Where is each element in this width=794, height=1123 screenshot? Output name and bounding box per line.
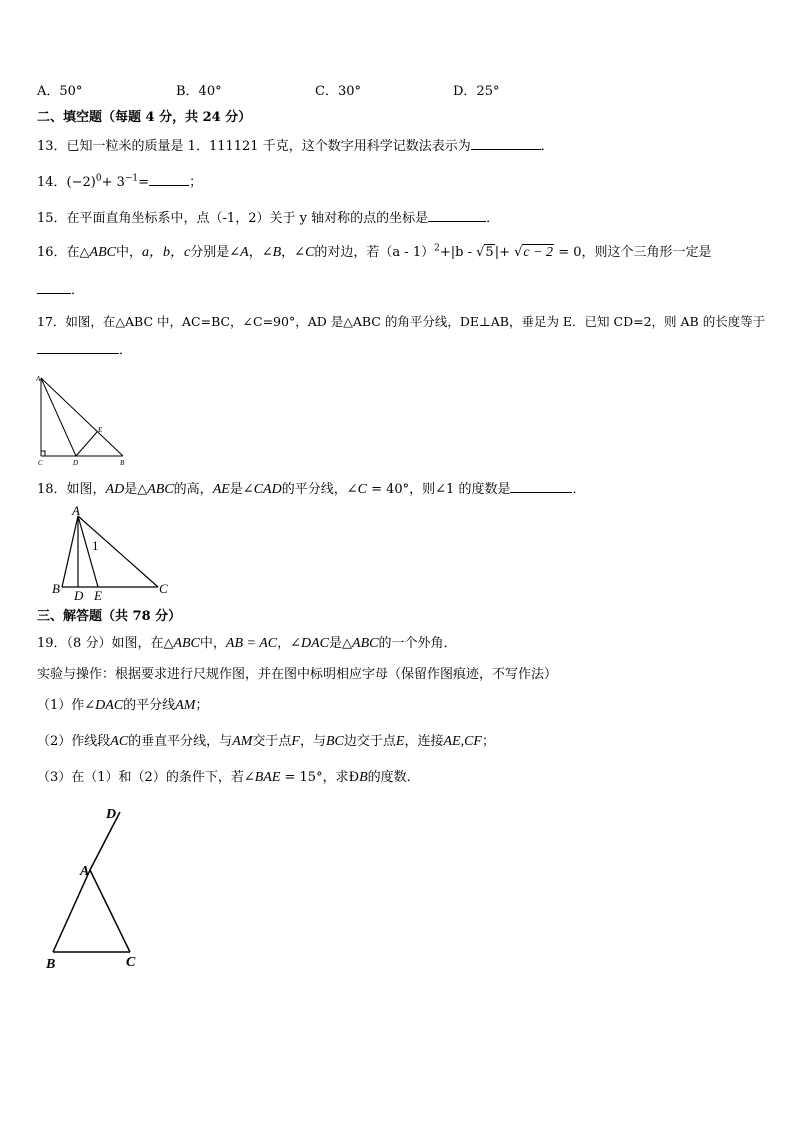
question-14 <box>37 173 202 191</box>
q19-s3-b: BAE <box>254 770 281 785</box>
q19-s2-a: （2）作线段 <box>37 734 111 749</box>
q16-sep2: ，∠ <box>281 245 306 260</box>
q18-label-e: E <box>94 588 102 603</box>
q14-plus: + 3 <box>101 175 125 190</box>
answer-blank-17[interactable] <box>37 341 119 354</box>
q18-p5: 的平分线，∠ <box>281 482 358 497</box>
q19-step-1 <box>37 698 208 714</box>
q19-s3-c: = 15°，求Ð <box>280 770 360 785</box>
q16-sep1: ，∠ <box>248 245 273 260</box>
q19-label-b: B <box>46 957 56 972</box>
q14-base: (−2) <box>66 175 96 190</box>
q16-p3: 分别是∠ <box>190 245 241 260</box>
question-18-end: ． <box>572 482 586 497</box>
q16-p1: 16．在△ <box>37 245 90 260</box>
q19-s2-l: AE,CF <box>443 734 482 749</box>
q19-s2-d: AM <box>232 734 253 749</box>
q19-p2: 中， <box>199 636 226 651</box>
q16-root5: 5 <box>485 245 494 260</box>
question-17-answer-line <box>37 341 132 359</box>
q19-side-ab <box>53 870 90 952</box>
answer-blank-15[interactable] <box>428 209 486 222</box>
q14-exp0: 0 <box>95 173 102 184</box>
q16-p4: 的对边，若（a - 1） <box>314 245 435 260</box>
q18-p2: 是△ <box>124 482 148 497</box>
q19-s2-f: F <box>291 734 300 749</box>
q19-s1-b: DAC <box>95 698 124 713</box>
q18-side-ab <box>62 516 78 587</box>
q19-s2-m: ； <box>481 734 495 749</box>
q19-p1: 19．（8 分）如图，在△ <box>37 636 174 651</box>
q19-label-d: D <box>106 807 117 822</box>
q19-s2-e: 交于点 <box>252 734 292 749</box>
q19-s3-a: （3）在（1）和（2）的条件下，若∠ <box>37 770 255 785</box>
q16-abc: ABC <box>89 245 116 260</box>
q18-label-a: A <box>72 503 80 518</box>
q14-exp1: −1 <box>124 173 139 184</box>
figure-q19-triangle <box>40 804 150 974</box>
q17-right-angle-mark <box>41 451 45 456</box>
q16-sup2: 2 <box>434 243 440 254</box>
q18-side-ac <box>78 516 158 587</box>
q18-c: C <box>357 482 367 497</box>
question-14-label: 14． <box>37 175 67 190</box>
q18-label-b: B <box>52 581 60 596</box>
q19-abc2: ABC <box>352 636 379 651</box>
question-14-end: ； <box>189 175 203 190</box>
choice-d: D．25° <box>453 84 500 99</box>
question-19 <box>37 636 456 652</box>
q19-s3-d: B <box>359 770 368 785</box>
question-13-end: ． <box>540 139 554 154</box>
q19-s2-k: ，连接 <box>404 734 444 749</box>
question-17: 17．如图，在△ABC 中，AC=BC，∠C=90°，AD 是△ABC 的角平分线，DE⊥AB，垂足为 E．已知 CD=2，则 AB 的长度等于 <box>37 314 766 329</box>
q17-segment-de <box>76 432 97 456</box>
q16-p6: |+ <box>494 245 515 260</box>
section-heading-fill-in: 二、填空题（每题 4 分，共 24 分） <box>37 110 252 125</box>
question-16: 16．在△ABC中，a，b，c分别是∠A，∠B，∠C的对边，若（a - 1）$^2$+|b - √5|+ √c − 2 = 0，则这个三角形一定是 <box>37 243 712 260</box>
q17-label-e: E <box>98 426 103 434</box>
q19-dac: DAC <box>301 636 330 651</box>
q18-ae: AE <box>212 482 230 497</box>
q16-p5: +|b - <box>439 245 477 260</box>
q19-s2-i: 边交于点 <box>343 734 396 749</box>
q18-p1: 18．如图， <box>37 482 106 497</box>
q19-s2-h: BC <box>326 734 344 749</box>
q19-label-c: C <box>126 955 136 970</box>
q17-segment-ad <box>41 378 76 456</box>
question-16-answer-line <box>37 281 84 299</box>
q19-s2-c: 的垂直平分线，与 <box>128 734 233 749</box>
q16-angle-c: C <box>305 245 315 260</box>
question-18 <box>37 480 585 498</box>
q19-p5: 的一个外角． <box>378 636 457 651</box>
q19-p3: ，∠ <box>277 636 302 651</box>
q18-ad: AD <box>105 482 125 497</box>
q18-p4: 是∠ <box>229 482 254 497</box>
q19-side-ac <box>90 870 130 952</box>
q19-s1-c: 的平分线 <box>123 698 176 713</box>
q18-abc: ABC <box>147 482 174 497</box>
question-16-end: ． <box>71 283 85 298</box>
q17-side-ab <box>41 378 123 456</box>
choice-c: C．30° <box>315 84 361 99</box>
q18-p3: 的高， <box>173 482 213 497</box>
answer-blank-14[interactable] <box>149 173 189 186</box>
figure-q17-triangle <box>32 372 132 467</box>
q19-s1-d: AM <box>175 698 196 713</box>
q19-s2-b: AC <box>110 734 129 749</box>
answer-blank-18[interactable] <box>510 480 572 493</box>
q19-instruction: 实验与操作：根据要求进行尺规作图，并在图中标明相应字母（保留作图痕迹，不写作法） <box>37 667 558 682</box>
section-heading-solutions: 三、解答题（共 78 分） <box>37 609 182 624</box>
q17-label-b: B <box>120 459 125 467</box>
q19-abc: ABC <box>173 636 200 651</box>
q16-angle-b: B <box>272 245 282 260</box>
q19-p4: 是△ <box>329 636 353 651</box>
q19-s2-j: E <box>395 734 405 749</box>
question-15 <box>37 209 499 227</box>
q16-rootc: c − 2 <box>523 245 554 260</box>
q19-eq: AB = AC <box>225 636 278 651</box>
q16-angle-a: A <box>240 245 249 260</box>
q18-cad: CAD <box>253 482 282 497</box>
q18-p6: = 40°，则∠1 的度数是 <box>366 482 511 497</box>
q14-eq: = <box>138 175 150 190</box>
q19-step-2 <box>37 734 495 750</box>
q19-label-a: A <box>80 864 90 879</box>
q17-label-c: C <box>38 459 43 467</box>
question-13-text: 13．已知一粒米的质量是 1．111121 千克，这个数字用科学记数法表示为 <box>37 139 471 154</box>
q16-p7: = 0，则这个三角形一定是 <box>554 245 712 260</box>
q19-s1-e: ； <box>195 698 209 713</box>
q19-step-3 <box>37 770 420 786</box>
q19-s2-g: ，与 <box>299 734 326 749</box>
answer-blank-16[interactable] <box>37 281 71 294</box>
q19-s1-a: （1）作∠ <box>37 698 96 713</box>
question-15-end: ． <box>486 211 500 226</box>
q17-label-d: D <box>73 459 79 467</box>
q19-s3-e: 的度数． <box>367 770 420 785</box>
choice-a: A．50° <box>37 84 83 99</box>
answer-blank-13[interactable] <box>471 137 541 150</box>
q16-vars: a，b，c <box>142 245 191 260</box>
q17-label-a: A <box>36 375 41 383</box>
q16-p2: 中， <box>116 245 143 260</box>
question-13 <box>37 137 554 155</box>
question-15-text: 15．在平面直角坐标系中，点（-1，2）关于 y 轴对称的点的坐标是 <box>37 211 429 226</box>
q18-label-d: D <box>74 588 84 603</box>
choice-b: B．40° <box>176 84 222 99</box>
q18-label-c: C <box>159 581 168 596</box>
q18-label-1: 1 <box>92 538 99 553</box>
figure-q18-triangle <box>50 503 175 603</box>
question-17-end: ． <box>119 343 133 358</box>
